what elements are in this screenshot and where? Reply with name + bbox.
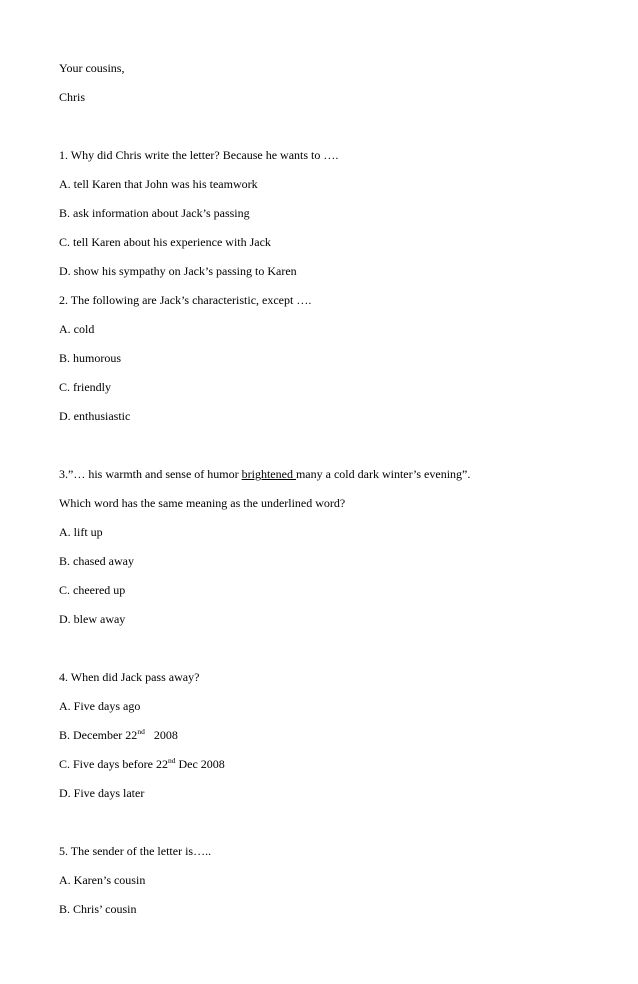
q3-option-b: B. chased away [59, 554, 134, 568]
q3-quote-start: 3.”… his warmth and sense of humor [59, 467, 242, 481]
closing-salutation: Your cousins, [59, 61, 125, 75]
q4-option-b-text: B. December 22 [59, 728, 138, 742]
q4-option-b-year: 2008 [144, 728, 178, 742]
question-4: 4. When did Jack pass away? [59, 670, 200, 684]
question-3-quote [59, 467, 470, 481]
closing-signature: Chris [59, 90, 86, 104]
q4-option-c-text: C. Five days before 22 [59, 757, 168, 771]
q1-option-a: A. tell Karen that John was his teamwork [59, 177, 258, 191]
q4-option-c-date: Dec 2008 [175, 757, 225, 771]
q5-option-a: A. Karen’s cousin [59, 873, 146, 887]
q4-option-b-ordinal: nd [137, 727, 145, 736]
q1-option-b: B. ask information about Jack’s passing [59, 206, 250, 220]
q2-option-a: A. cold [59, 322, 95, 336]
q3-option-d: D. blew away [59, 612, 126, 626]
q3-underlined-word: brightened [241, 467, 296, 481]
question-1: 1. Why did Chris write the letter? Because he wants to …. [59, 148, 339, 162]
question-5: 5. The sender of the letter is….. [59, 844, 212, 858]
q4-option-a: A. Five days ago [59, 699, 141, 713]
q3-option-a: A. lift up [59, 525, 103, 539]
q5-option-b: B. Chris’ cousin [59, 902, 137, 916]
question-2: 2. The following are Jack’s characteristic, except …. [59, 293, 312, 307]
question-3: Which word has the same meaning as the underlined word? [59, 496, 346, 510]
q2-option-c: C. friendly [59, 380, 111, 394]
q3-option-c: C. cheered up [59, 583, 126, 597]
q3-quote-end: many a cold dark winter’s evening”. [295, 467, 471, 481]
q1-option-c: C. tell Karen about his experience with Jack [59, 235, 271, 249]
q2-option-b: B. humorous [59, 351, 122, 365]
q4-option-b [59, 728, 178, 742]
q4-option-c-ordinal: nd [167, 756, 176, 765]
q4-option-c [59, 757, 225, 771]
q2-option-d: D. enthusiastic [59, 409, 131, 423]
q4-option-d: D. Five days later [59, 786, 145, 800]
q1-option-d: D. show his sympathy on Jack’s passing to Karen [59, 264, 297, 278]
